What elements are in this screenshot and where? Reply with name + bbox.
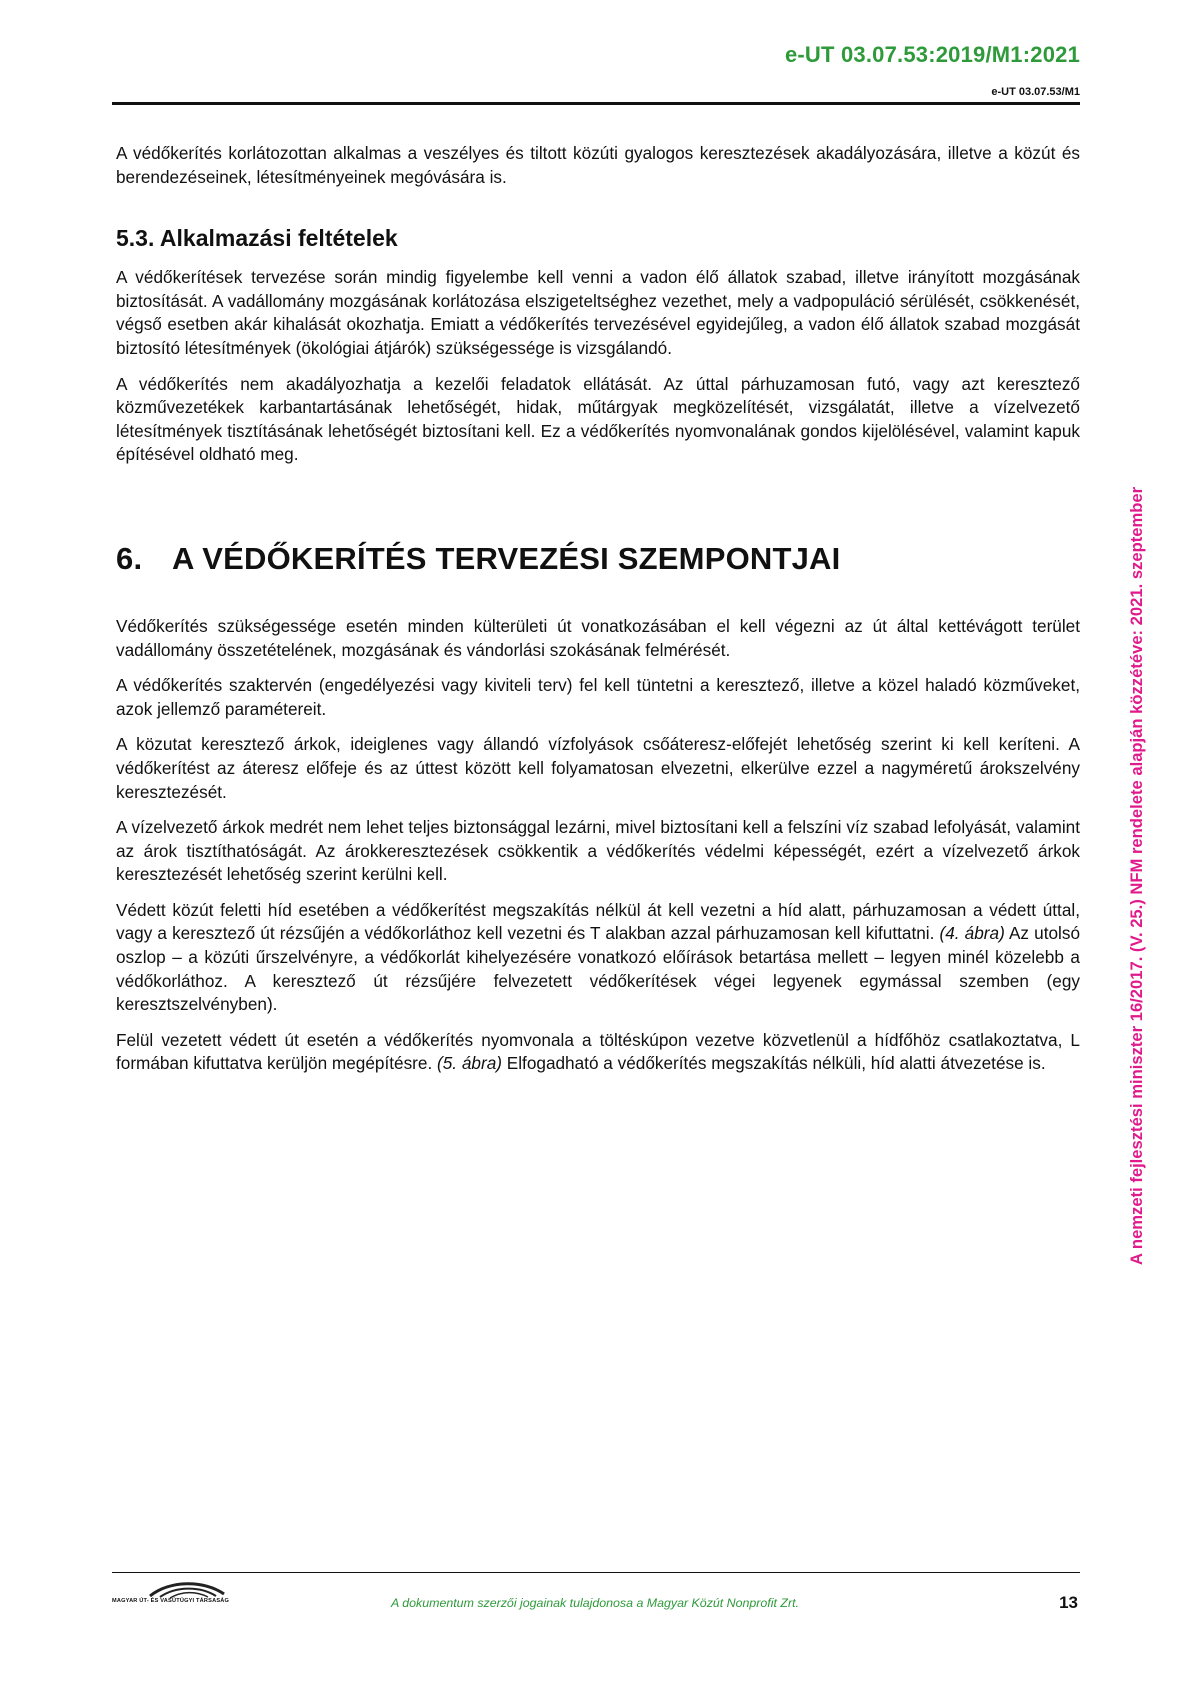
footer-copyright: A dokumentum szerzői jogainak tulajdonosa a Magyar Közút Nonprofit Zrt. xyxy=(391,1596,799,1610)
section-6-title xyxy=(116,541,1080,577)
paragraph: A védőkerítések tervezése során mindig figyelembe kell venni a vadon élő állatok szabad, illetve irányított mozgásának biztosítását. A vadállomány mozgásának korlátozása elszigeteltséghez vezethet, mely a vadpopuláció sérülését, csökkenését, végső esetben akár kihalását okozhatja. Emiatt a védőkerítés tervezésével egyidejűleg, a vadon élő állatok szabad mozgását biztosító létesítmények (ökológiai átjárók) szükségessége is vizsgálandó. xyxy=(116,267,1080,358)
section-6-title-text: A VÉDŐKERÍTÉS TERVEZÉSI SZEMPONTJAI xyxy=(172,540,841,576)
text-run: Felül vezetett védett út esetén a védőkerítés nyomvonala a töltéskúpon vezetve közvetlenül a hídfőhöz csatlakoztatva, L formában kifuttatva kerüljön megépítésre. xyxy=(116,1029,1080,1074)
text-run: Elfogadható a védőkerítés megszakítás nélküli, híd alatti átvezetése is. xyxy=(506,1053,1046,1074)
paragraph: A közutat keresztező árkok, ideiglenes vagy állandó vízfolyások csőáteresz-előfejét lehetőség szerint ki kell keríteni. A védőkerítést az áteresz előfeje és az úttest között kell folyamatosan elvezetni, elkerülve ezzel a nagyméretű árokszelvény keresztezését. xyxy=(116,734,1080,802)
bridge-over-paragraph xyxy=(116,1029,1080,1076)
figure-4-reference: (4. ábra) xyxy=(939,923,1005,944)
header-code: e-UT 03.07.53:2019/M1:2021 xyxy=(784,42,1080,67)
paragraph: A vízelvezető árkok medrét nem lehet teljes biztonsággal lezárni, mivel biztosítani kell a felszíni víz szabad lefolyását, valamint az árok tisztíthatóságát. Az árokkeresztezések csökkentik a védőkerítés védelmi képességét, ezért a vízelvezető árkok keresztezését lehetőség szerint kerülni kell. xyxy=(116,817,1080,885)
intro-paragraph: A védőkerítés korlátozottan alkalmas a veszélyes és tiltott közúti gyalogos keresztezések akadályozására, illetve a közút és berendezéseinek, létesítményeinek megóvására is. xyxy=(116,143,1080,187)
page-number: 13 xyxy=(1059,1593,1078,1612)
side-publication-notice: A nemzeti fejlesztési miniszter 16/2017. (V. 25.) NFM rendelete alapján közzétéve: 2021. szeptember xyxy=(1127,486,1146,1266)
text-run: Az utolsó oszlop – a közúti űrszelvényre, a védőkorlát kihelyezésére vonatkozó előírások betartása mellett – legyen minél közelebb a védőkorláthoz. A keresztező út rézsűjére felvezetett védőkerítések végei legyenek egymással szemben (egy keresztszelvényben). xyxy=(116,923,1081,1015)
text-run: Védett közút feletti híd esetében a védőkerítést megszakítás nélkül át kell vezetni a híd alatt, párhuzamosan a védett úttal, vagy a keresztező út rézsűjén a védőkorláthoz kell vezetni és T alakban azzal párhuzamosan kell kifuttatni. xyxy=(116,899,1080,944)
section-6-number: 6. xyxy=(116,540,143,576)
footer-rule xyxy=(112,1572,1080,1573)
header-rule xyxy=(112,102,1080,105)
header-sub-code: e-UT 03.07.53/M1 xyxy=(991,86,1080,98)
paragraph: A védőkerítés szaktervén (engedélyezési vagy kiviteli terv) fel kell tüntetni a keresztező, illetve a közel haladó közműveket, azok jellemző paramétereit. xyxy=(116,675,1080,719)
section-5-3-title: 5.3. Alkalmazási feltételek xyxy=(116,225,398,252)
document-body xyxy=(116,142,1080,1088)
figure-5-reference: (5. ábra) xyxy=(437,1053,502,1074)
paragraph: Védőkerítés szükségessége esetén minden külterületi út vonatkozásában el kell végezni az út által kettévágott terület vadállomány összetételének, mozgásának és vándorlási szokásának felmérését. xyxy=(116,615,1080,660)
footer-logo-text: MAGYAR ÚT- ÉS VASÚTÜGYI TÁRSASÁG xyxy=(112,1598,230,1604)
bridge-under-paragraph xyxy=(116,899,1080,1017)
paragraph: A védőkerítés nem akadályozhatja a kezelői feladatok ellátását. Az úttal párhuzamosan futó, vagy azt keresztező közművezetékek karbantartásának lehetőségét, hidak, műtárgyak megközelítését, vizsgálatát, illetve a vízelvezető létesítmények tisztításának lehetőségét biztosítani kell. Ez a védőkerítés nyomvonalának gondos kijelölésével, valamint kapuk építésével oldható meg. xyxy=(116,373,1080,465)
